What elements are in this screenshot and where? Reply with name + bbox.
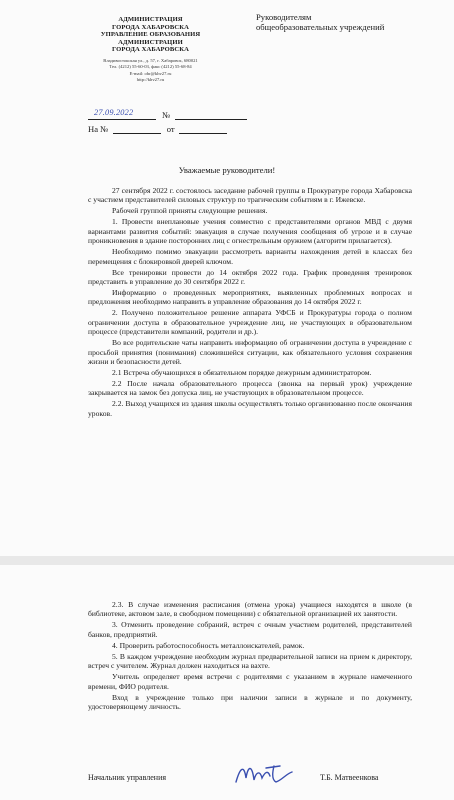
paragraph: Информацию о проведенных мероприятиях, выявленных проблемных вопросах и предложения необходимо направить в управление образования до 14 октября 2022 г. [88,288,412,307]
letterhead-address [88,58,213,83]
handwritten-signature [232,758,302,790]
paragraph: 5. В каждом учреждение необходим журнал предварительной записи на прием к директору, встреч с учителем. Журнал должен находиться на вахте. [88,651,412,671]
incoming-number-field [113,125,161,134]
registration-line-outgoing [88,110,247,120]
addressee-line: Руководителям [256,12,312,22]
date-field [88,108,156,120]
org-line: АДМИНИСТРАЦИЯ [118,16,183,23]
registration-line-incoming [88,124,227,134]
salutation: Уважаемые руководители! [178,165,276,175]
signature-stroke [236,766,292,782]
paragraph: 2.3. В случае изменения расписания (отмена урока) учащиеся находятся в школе (в библиотеке, актовом зале, в свободном помещении) с обязательной организацией их занятости. [88,600,412,619]
paragraph: Необходимо помимо эвакуации рассмотреть варианты нахождения детей в классах без перемещения с блокировкой дверей ключом. [88,247,412,266]
org-line: УПРАВЛЕНИЕ ОБРАЗОВАНИЯ [100,31,201,39]
paragraph: 2.2 После начала образовательного процесса (звонка на первый урок) учреждение закрывается на замок без допуска лиц, не участвующих в образовательном процессе. [88,379,412,398]
letter-body-page-2 [88,600,412,713]
paragraph: 2.2. Выход учащихся из здания школы осуществлять только организованно после окончания уроков. [88,399,412,418]
paragraph: 3. Отменить проведение собраний, встреч с очным участием родителей, представителей банков, предприятий. [88,620,412,639]
incoming-date-field [179,125,227,134]
number-sign: № [162,110,171,120]
incoming-date-label: от [166,124,175,134]
addressee-block [256,12,446,32]
incoming-number-label: На № [88,124,109,134]
addressee-line: общеобразовательных учреждений [256,22,385,32]
number-field [175,111,247,120]
paragraph: Учитель определяет время встречи с родителями с указанием в журнале намеченного времени, ФИО родителя. [88,672,412,691]
org-line: АДМИНИСТРАЦИИ [118,38,183,46]
paragraph: 2. Получено положительное решение аппарата УФСБ и Прокуратуры города о полном ограничении доступа в образовательное учреждение лиц, не участвующих в образовательном процессе (представители компаний, родители и др.). [88,308,412,337]
paragraph: Вход в учреждение только при наличии записи в журнале и по документу, удостоверяющему личность. [88,692,412,712]
paragraph: 2.1 Встреча обучающихся в обязательном порядке дежурным администратором. [112,368,372,378]
address-line: E-mail: obr@khv27.ru [129,70,172,76]
org-line: ГОРОДА ХАБАРОВСКА [112,46,189,54]
org-line: ГОРОДА ХАБАРОВСКА [112,23,189,31]
paragraph: 1. Провести внеплановые учения совместно с представителями органов МВД с двумя вариантами развития событий: эвакуация в случае получения сообщения об угрозе и в случае проникновения в здание посторонних лиц с огнестрельным оружием (алгоритм прилагается). [88,217,412,246]
letterhead-organization [88,16,213,54]
date-stamp: 27.09.2022 [94,108,134,117]
address-line: Тел. (4212) 55-60-03, факс (4212) 55-68-84 [109,64,192,70]
page-separator [0,556,454,565]
paragraph: Рабочей группой приняты следующие решения. [112,206,268,216]
paragraph: 4. Проверить работоспособность металлоискателей, рамок. [112,640,305,650]
signatory-role: Начальник управления [88,773,167,782]
signatory-name: Т.Б. Матвеенкова [320,773,379,782]
paragraph: 27 сентября 2022 г. состоялось заседание рабочей группы в Прокуратуре города Хабаровска с участием представителей силовых структур по трагическим событиям в г. Ижевске. [88,186,412,205]
address-line: http://khv27.ru [136,76,165,82]
paragraph: Во все родительские чаты направить информацию об ограничении доступа в учреждение с просьбой принятия (понимания) сложившейся ситуации, как обязательного условия сохранения жизни и безопасности детей. [88,338,412,367]
paragraph: Все тренировки провести до 14 октября 2022 года. График проведения тренировок представить в управление до 30 сентября 2022 г. [88,267,412,287]
address-line: Владивостокская ул., д. 57, г. Хабаровск, 680021 [103,58,198,63]
letter-body-page-1 [88,186,412,420]
